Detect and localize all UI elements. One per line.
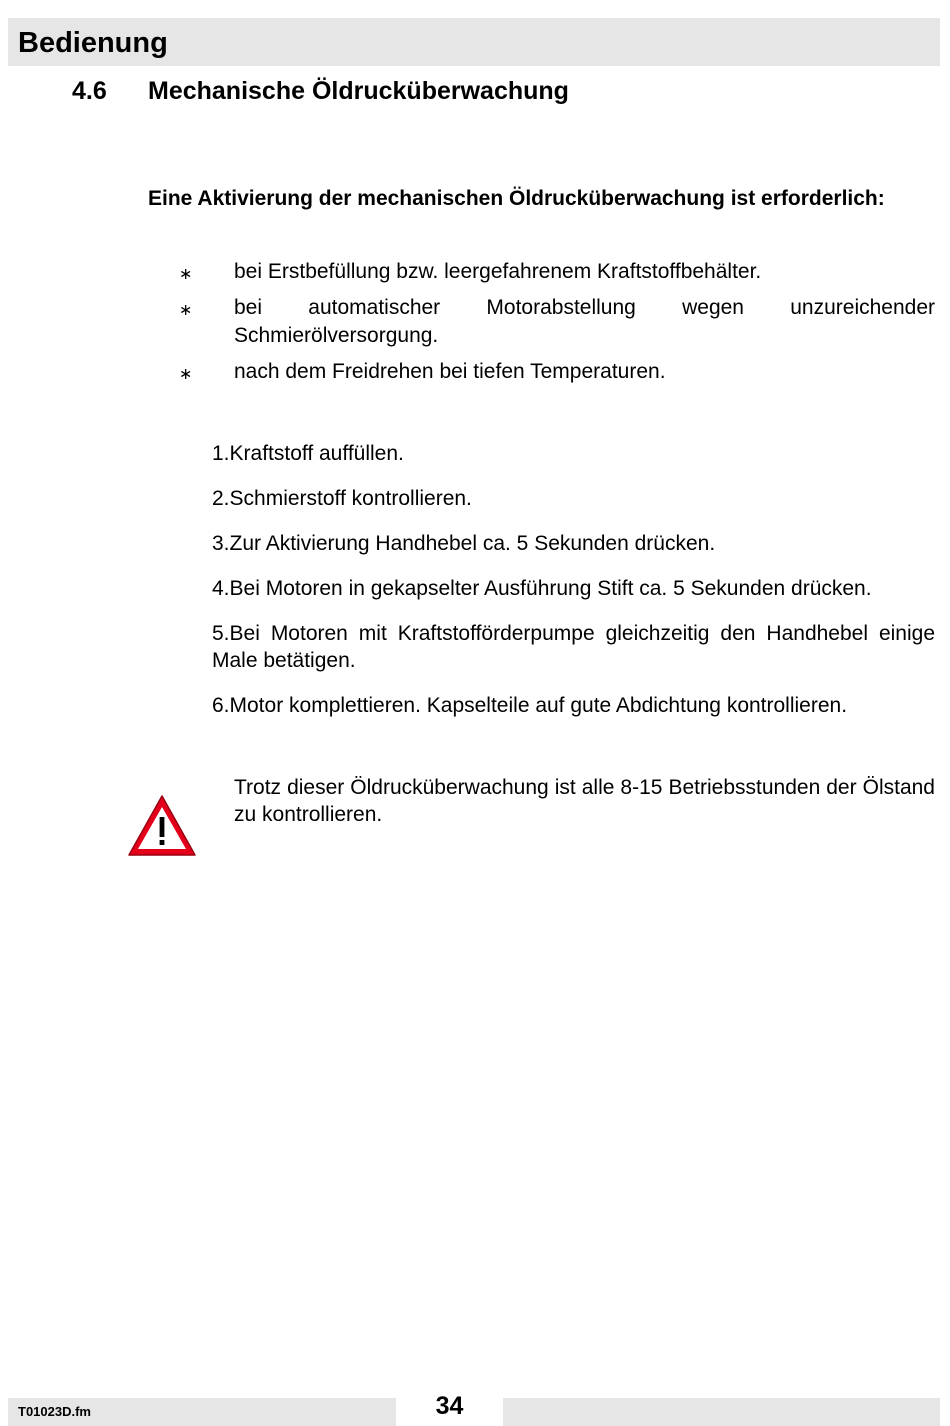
bullet-text: bei automatischer Motorabstellung wegen unzureichender Schmierölversorgung.	[234, 296, 935, 347]
step-item: 5.Bei Motoren mit Kraftstofförderpumpe gleichzeitig den Handhebel einige Male betätigen.	[212, 622, 935, 672]
intro-paragraph: Eine Aktivierung der mechanischen Öldrucküberwachung ist erforderlich:	[148, 187, 885, 210]
list-item	[175, 358, 935, 386]
bullet-marker: ∗	[179, 300, 193, 319]
list-item	[175, 258, 935, 286]
warning-triangle-icon	[126, 793, 198, 859]
bullet-text: bei Erstbefüllung bzw. leergefahrenem Kraftstoffbehälter.	[234, 260, 762, 283]
step-item: 4.Bei Motoren in gekapselter Ausführung Stift ca. 5 Sekunden drücken.	[212, 577, 872, 600]
step-list	[212, 440, 935, 737]
warning-text: Trotz dieser Öldrucküberwachung ist alle 8-15 Betriebsstunden der Ölstand zu kontrollieren.	[234, 776, 935, 826]
bullet-marker: ∗	[179, 264, 193, 283]
section-title: Mechanische Öldrucküberwachung	[148, 77, 569, 105]
list-item	[175, 294, 935, 350]
step-item: 2.Schmierstoff kontrollieren.	[212, 487, 472, 510]
bullet-marker: ∗	[179, 364, 193, 383]
step-item: 3.Zur Aktivierung Handhebel ca. 5 Sekunden drücken.	[212, 532, 716, 555]
condition-list	[175, 258, 935, 394]
bullet-text: nach dem Freidrehen bei tiefen Temperaturen.	[234, 360, 666, 383]
step-item: 6.Motor komplettieren. Kapselteile auf gute Abdichtung kontrollieren.	[212, 694, 848, 717]
footer-bar-right	[503, 1398, 940, 1426]
page-number: 34	[435, 1392, 464, 1420]
step-item: 1.Kraftstoff auffüllen.	[212, 442, 404, 465]
page-title: Bedienung	[18, 27, 168, 59]
footer-filename: T01023D.fm	[18, 1404, 91, 1419]
section-number: 4.6	[72, 77, 107, 105]
